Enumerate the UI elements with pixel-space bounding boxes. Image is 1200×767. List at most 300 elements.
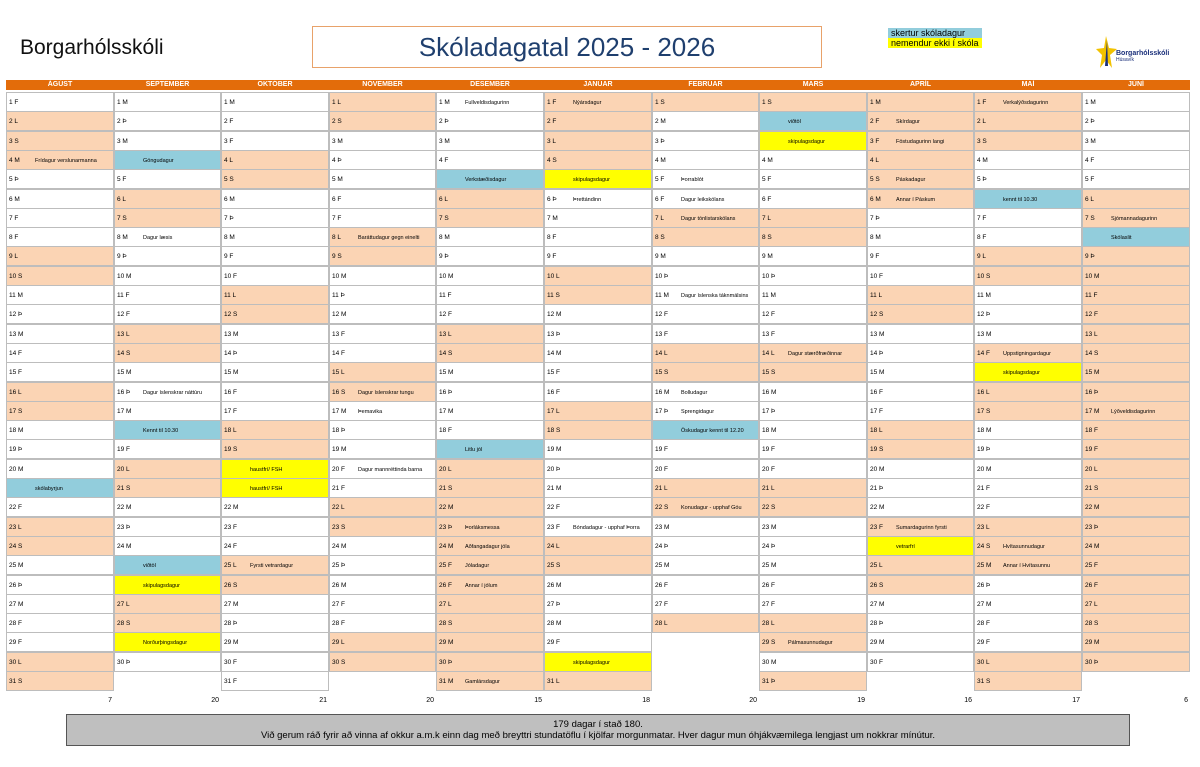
day-cell [1082,169,1190,189]
day-event: vetrarfrí [868,537,973,556]
day-cell [6,652,114,672]
day-cell [759,324,867,344]
day-number: 24 S [9,543,23,550]
day-number: 28 S [117,620,131,627]
day-number: 14 S [117,350,131,357]
day-number: 17 S [977,408,991,415]
day-number: 29 M [439,639,454,646]
day-number: 8 M [439,234,450,241]
month-day-count: 19 [857,697,865,704]
day-cell [221,169,329,189]
day-cell [867,517,974,537]
day-number: 24 F [224,543,238,550]
day-cell [329,304,436,324]
day-number: 10 M [1085,273,1100,280]
day-cell [867,246,974,266]
day-cell [329,227,436,247]
day-number: 10 Þ [762,273,776,280]
day-number: 16 L [9,389,22,396]
day-cell [974,575,1082,595]
day-number: 10 L [547,273,560,280]
day-number: 14 L [655,350,668,357]
logo-subtext: Húsavík [1116,57,1135,63]
day-number: 22 L [332,504,345,511]
day-number: 24 M [332,543,347,550]
day-number: 3 S [9,138,19,145]
day-cell [6,150,114,170]
day-number: 8 M [870,234,881,241]
day-number: 22 F [9,504,23,511]
day-event: Pálmasunnudagur [788,640,833,646]
day-number: 18 F [1085,427,1099,434]
day-cell [436,285,544,305]
day-cell [544,285,652,305]
day-cell [114,169,221,189]
day-cell [759,304,867,324]
day-number: 1 M [117,99,128,106]
day-number: 24 Þ [655,543,669,550]
day-cell [652,285,759,305]
day-cell [759,169,867,189]
day-cell [114,304,221,324]
day-number: 31 S [9,678,23,685]
day-cell [6,497,114,517]
day-number: 20 M [870,466,885,473]
day-number: 12 Þ [977,311,991,318]
day-number: 11 F [439,292,452,299]
day-cell [1082,92,1190,112]
day-cell [221,439,329,459]
day-cell [1082,227,1190,247]
day-number: 31 Þ [762,678,776,685]
day-cell [6,227,114,247]
day-cell [1082,420,1190,440]
day-number: 26 F [439,582,453,589]
day-cell [114,227,221,247]
day-number: 22 S [655,504,669,511]
day-number: 7 M [547,215,558,222]
day-number: 30 L [9,659,22,666]
day-cell [759,632,867,652]
day-number: 25 M [762,562,777,569]
day-number: 27 F [655,601,669,608]
day-cell [974,111,1082,131]
day-cell [652,304,759,324]
day-number: 14 L [762,350,775,357]
day-cell [1082,459,1190,479]
day-event: Verkstæðisdagur [437,170,543,189]
day-number: 12 M [547,311,562,318]
month-header: JANÚAR [583,81,613,88]
day-cell [652,92,759,112]
day-number: 15 M [439,369,454,376]
day-number: 21 F [332,485,346,492]
day-cell [329,497,436,517]
day-cell [221,266,329,286]
day-cell [221,652,329,672]
day-number: 1 M [870,99,881,106]
legend-no-school: nemendur ekki í skóla [888,38,982,48]
day-cell [1082,555,1190,575]
day-number: 29 F [9,639,23,646]
day-cell [436,439,544,459]
day-number: 9 F [547,253,557,260]
day-number: 8 M [117,234,128,241]
day-event: Páskadagur [896,177,926,183]
day-number: 18 L [870,427,883,434]
day-cell [329,594,436,614]
day-number: 7 S [1085,215,1095,222]
day-number: 19 M [547,446,562,453]
day-number: 15 M [224,369,239,376]
day-cell [221,517,329,537]
day-number: 14 Þ [870,350,884,357]
day-cell [329,92,436,112]
day-cell [6,555,114,575]
month-header: SEPTEMBER [145,81,190,88]
day-cell [6,401,114,421]
day-number: 1 M [224,99,235,106]
day-cell [1082,266,1190,286]
day-cell [1082,401,1190,421]
day-cell [652,131,759,151]
day-cell [974,362,1082,382]
day-number: 27 F [332,601,346,608]
day-event: Öskudagur kennt til 12.20 [653,421,758,440]
day-cell [652,420,759,440]
day-cell [436,536,544,556]
day-cell [759,246,867,266]
day-cell [544,169,652,189]
day-number: 30 M [762,659,777,666]
day-cell [867,382,974,402]
day-cell [759,285,867,305]
day-cell [6,594,114,614]
day-event: Uppstigningardagur [1003,351,1052,357]
day-cell [974,266,1082,286]
day-event: Baráttudagur gegn einelti [358,235,420,241]
footer-note-line1: 179 dagar í stað 180. [553,719,643,730]
day-cell [544,227,652,247]
day-number: 20 F [762,466,776,473]
day-cell [867,189,974,209]
day-cell [329,285,436,305]
day-number: 29 S [762,639,776,646]
day-number: 23 F [870,524,884,531]
day-number: 29 M [224,639,239,646]
day-cell [759,555,867,575]
day-cell [6,208,114,228]
day-number: 4 Þ [332,157,342,164]
day-event: Þemavika [358,409,383,415]
day-number: 3 F [870,138,880,145]
day-number: 21 S [439,485,453,492]
day-cell [544,343,652,363]
day-number: 5 Þ [9,176,19,183]
day-cell [6,266,114,286]
day-cell [329,362,436,382]
day-number: 1 M [439,99,450,106]
day-number: 13 L [1085,331,1098,338]
day-number: 19 F [117,446,131,453]
day-cell [974,459,1082,479]
day-number: 30 Þ [439,659,453,666]
day-cell [436,382,544,402]
day-cell [1082,652,1190,672]
day-cell [544,362,652,382]
day-cell [867,208,974,228]
day-number: 17 Þ [762,408,776,415]
day-cell [759,382,867,402]
day-cell [6,439,114,459]
day-cell [114,420,221,440]
day-cell [436,478,544,498]
day-cell [974,285,1082,305]
day-number: 4 M [762,157,773,164]
day-number: 19 F [1085,446,1099,453]
day-number: 1 F [9,99,19,106]
day-number: 7 L [762,215,772,222]
day-cell [221,324,329,344]
day-cell [867,169,974,189]
day-cell [114,459,221,479]
day-number: 9 Þ [117,253,127,260]
day-number: 26 S [224,582,238,589]
day-cell [974,324,1082,344]
day-number: 24 L [547,543,560,550]
day-number: 17 M [439,408,454,415]
day-number: 25 L [870,562,883,569]
day-number: 27 F [762,601,776,608]
day-event: Aðfangadagur jóla [465,544,510,550]
day-number: 26 M [332,582,347,589]
day-cell [867,285,974,305]
day-number: 13 L [439,331,452,338]
day-cell [329,246,436,266]
day-event: skipulagsdagur [760,132,866,151]
day-cell [974,671,1082,691]
day-number: 7 L [655,215,665,222]
day-number: 15 L [332,369,345,376]
day-number: 12 F [439,311,453,318]
day-number: 23 S [332,524,346,531]
day-cell [974,304,1082,324]
day-number: 27 L [439,601,452,608]
day-event: Hvítasunnudagur [1003,544,1045,550]
day-event: Fullveldisdagurinn [465,100,510,106]
day-cell [6,613,114,633]
day-cell [221,246,329,266]
day-cell [114,343,221,363]
day-cell [329,555,436,575]
day-number: 24 M [439,543,454,550]
day-number: 27 L [117,601,130,608]
day-number: 2 Þ [1085,118,1095,125]
day-number: 3 M [1085,138,1096,145]
day-number: 26 F [655,582,669,589]
day-number: 22 S [762,504,776,511]
day-event: Annar í Páskum [896,197,936,203]
day-cell [221,189,329,209]
day-cell [114,517,221,537]
day-number: 7 S [439,215,449,222]
day-cell [974,420,1082,440]
day-cell [652,227,759,247]
day-cell [652,555,759,575]
day-cell [652,169,759,189]
day-event: Norðurþingsdagur [115,633,220,652]
day-number: 20 L [117,466,130,473]
day-number: 18 Þ [332,427,346,434]
day-number: 18 M [9,427,24,434]
footer-note-line2: Við gerum ráð fyrir að vinna af okkur a.m.k einn dag með breyttri stundatöflu í kjölfar morgunmatar. Hver dagur mun óhjákvæmilega lengjast um nokkrar mínútur. [260,730,936,741]
day-number: 8 F [547,234,557,241]
day-number: 24 Þ [762,543,776,550]
day-number: 24 M [117,543,132,550]
day-number: 16 Þ [117,389,131,396]
day-number: 23 Þ [117,524,131,531]
day-number: 4 F [1085,157,1095,164]
day-cell [436,304,544,324]
day-number: 27 Þ [547,601,561,608]
day-cell [114,92,221,112]
day-number: 19 S [224,446,238,453]
day-cell [436,401,544,421]
day-number: 11 M [655,292,669,299]
day-number: 11 Þ [332,292,345,299]
day-cell [759,497,867,517]
month-day-count: 17 [1072,697,1080,704]
month-header: FEBRÚAR [688,81,723,88]
day-number: 9 M [655,253,666,260]
day-number: 21 Þ [870,485,884,492]
day-number: 27 M [977,601,992,608]
month-day-count: 20 [749,697,757,704]
day-number: 29 M [870,639,885,646]
day-number: 13 F [762,331,776,338]
day-cell [974,652,1082,672]
day-number: 5 M [332,176,343,183]
day-number: 10 Þ [655,273,669,280]
day-number: 7 F [9,215,19,222]
day-number: 19 F [762,446,776,453]
day-cell [114,613,221,633]
day-number: 8 M [224,234,235,241]
day-number: 26 M [547,582,562,589]
day-cell [221,150,329,170]
day-number: 29 L [332,639,345,646]
day-cell [867,150,974,170]
day-event: Fyrsti vetrardagur [250,563,294,569]
day-number: 27 L [1085,601,1098,608]
day-number: 28 L [655,620,668,627]
month-day-count: 16 [964,697,972,704]
day-number: 10 F [224,273,238,280]
day-cell [6,246,114,266]
day-cell [329,652,436,672]
day-number: 9 F [224,253,234,260]
day-event: viðtöl [760,112,866,131]
day-number: 14 F [977,350,991,357]
day-number: 20 M [977,466,992,473]
day-number: 2 F [547,118,557,125]
day-cell [221,111,329,131]
day-cell [544,420,652,440]
month-header: MARS [802,81,824,88]
day-cell [436,459,544,479]
day-cell [974,613,1082,633]
day-number: 17 Þ [655,408,669,415]
day-cell [544,401,652,421]
day-cell [6,362,114,382]
day-number: 18 F [439,427,453,434]
day-cell [652,266,759,286]
day-cell [114,555,221,575]
day-cell [974,401,1082,421]
day-number: 20 L [1085,466,1098,473]
day-cell [867,594,974,614]
day-cell [1082,131,1190,151]
day-number: 13 M [224,331,239,338]
day-number: 3 M [332,138,343,145]
day-number: 28 Þ [870,620,884,627]
day-number: 18 M [762,427,777,434]
day-cell [436,343,544,363]
day-number: 18 S [547,427,561,434]
day-number: 17 M [117,408,132,415]
day-cell [652,362,759,382]
day-cell [652,439,759,459]
day-cell [652,111,759,131]
day-number: 5 F [762,176,772,183]
day-cell [6,536,114,556]
day-cell [221,555,329,575]
day-number: 23 Þ [439,524,453,531]
day-number: 13 M [9,331,24,338]
day-number: 25 M [977,562,992,569]
day-cell [329,111,436,131]
day-number: 17 L [547,408,560,415]
day-number: 9 Þ [439,253,449,260]
day-number: 16 M [655,389,670,396]
day-cell [329,266,436,286]
day-event: Dagur íslenskrar náttúru [143,390,202,396]
day-cell [436,575,544,595]
day-cell [329,536,436,556]
day-cell [1082,150,1190,170]
day-cell [867,304,974,324]
day-number: 7 F [332,215,342,222]
day-number: 14 M [547,350,562,357]
day-cell [759,439,867,459]
day-cell [974,632,1082,652]
day-number: 21 F [977,485,991,492]
day-number: 23 L [9,524,22,531]
day-cell [436,227,544,247]
day-number: 11 L [870,292,883,299]
day-cell [974,343,1082,363]
day-cell [221,594,329,614]
day-number: 12 F [655,311,669,318]
day-cell [867,555,974,575]
day-number: 23 F [547,524,561,531]
day-cell [544,266,652,286]
day-event: Dagur leikskólans [681,197,725,203]
day-event: Skírdagur [896,119,920,125]
day-number: 22 M [117,504,132,511]
day-cell [974,150,1082,170]
day-event: Dagur mannréttinda barna [358,467,423,473]
